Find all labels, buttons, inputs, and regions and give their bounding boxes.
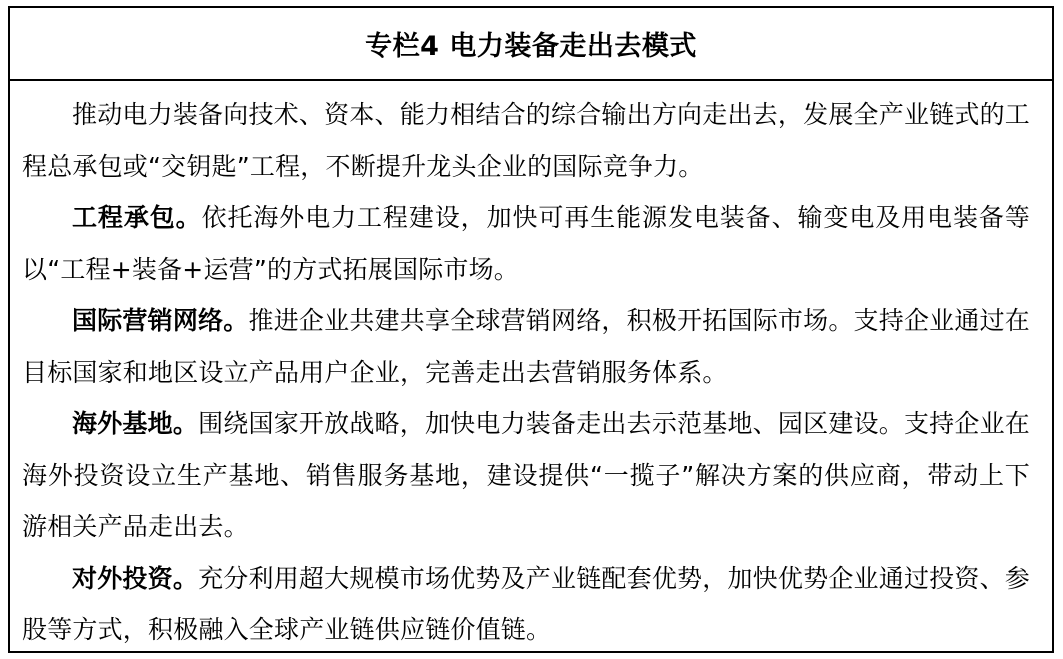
paragraph-lead: 海外基地。 [72,409,199,438]
paragraph-overseas-base [22,398,1030,553]
paragraph-international-marketing [22,295,1030,398]
paragraph-text: 充分利用超大规模市场优势及产业链配套优势，加快优势企业通过投资、参股等方式，积极融入全球产业链供应链价值链。 [22,563,1030,644]
paragraph-lead: 对外投资。 [72,563,199,593]
column-title: 专栏4 电力装备走出去模式 [365,31,697,62]
paragraph-foreign-investment [22,553,1030,656]
paragraph-engineering-contracting [22,192,1030,295]
paragraph-intro [22,89,1030,192]
column-header [10,8,1052,81]
paragraph-lead: 工程承包。 [72,203,202,232]
paragraph-text: 依托海外电力工程建设，加快可再生能源发电装备、输变电及用电装备等以“工程+装备+运营”的方式拓展国际市场。 [22,203,1030,284]
paragraph-text: 围绕国家开放战略，加快电力装备走出去示范基地、园区建设。支持企业在海外投资设立生产基地、销售服务基地，建设提供“一揽子”解决方案的供应商，带动上下游相关产品走出去。 [22,409,1030,541]
column-box [8,6,1054,653]
paragraph-lead: 国际营销网络。 [72,306,249,335]
paragraph-intro-text: 推动电力装备向技术、资本、能力相结合的综合输出方向走出去，发展全产业链式的工程总承包或“交钥匙”工程，不断提升龙头企业的国际竞争力。 [22,100,1030,181]
paragraph-text: 推进企业共建共享全球营销网络，积极开拓国际市场。支持企业通过在目标国家和地区设立产品用户企业，完善走出去营销服务体系。 [22,306,1031,387]
column-body [10,81,1052,656]
